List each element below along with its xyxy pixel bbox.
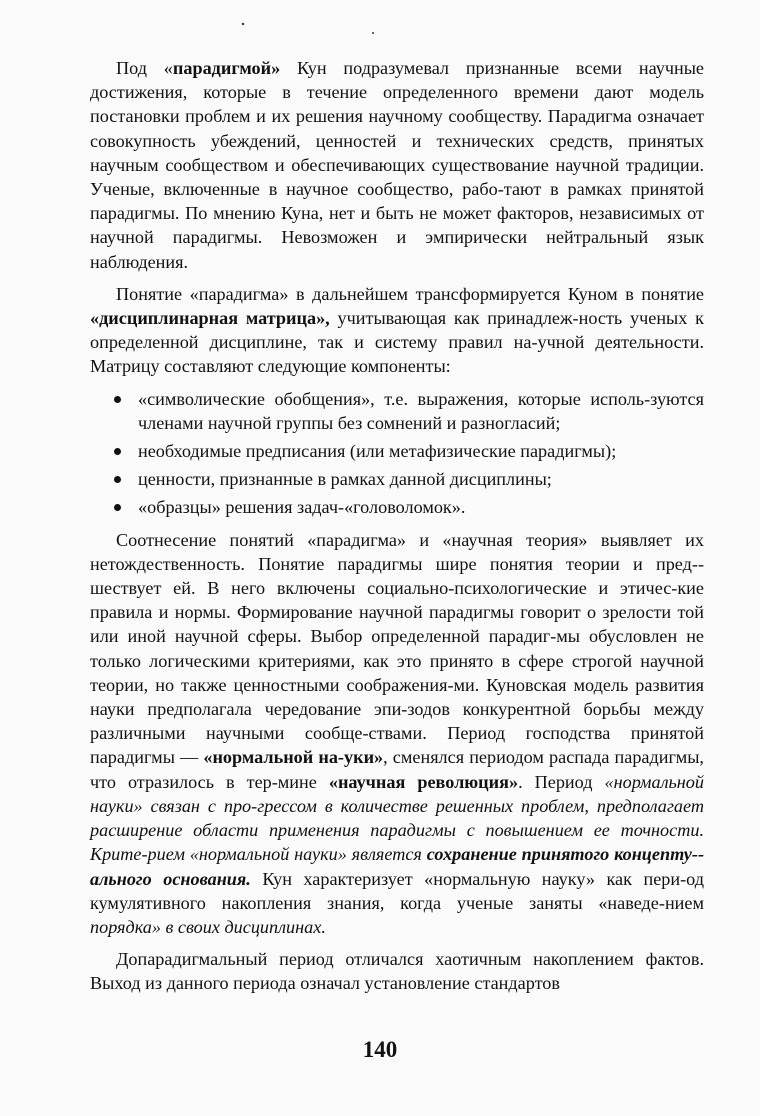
paragraph-paradigm-definition: Под «парадигмой» Кун подразумевал признанные всеми научные достижения, которые в течение определенного времени дают модель постановки проблем и их решения научному сообществу. Парадигма означает совокупность убеждений, ценностей и технических средств, принятых научным сообществом и обеспечивающих существование научной традиции. Ученые, включенные в научное сообщество, рабо-тают в рамках принятой парадигмы. По мнению Куна, нет и быть не может факторов, независимых от научной парадигмы. Невозможен и эмпирически нейтральный язык наблюдения. [90,58,704,272]
italic-order-passage: порядка» в своих дисциплинах. [90,916,326,937]
term-disciplinary-matrix: «дисциплинарная матрица», [90,308,330,329]
scan-specks [0,0,760,40]
list-item: «образцы» решения задач-«головоломок». [90,495,704,519]
term-paradigm: парадигмой» [172,58,281,78]
list-item: «символические обобщения», т.е. выражения, которые исполь-зуются членами научной группы без сомнений и разногласий; [90,387,704,435]
scan-speck [242,23,244,25]
term-conceptual-basis: сохранение принятого концепту-ального основания. [90,844,704,889]
page-number: 140 [362,1037,398,1062]
paragraph-disciplinary-matrix: Понятие «парадигма» в дальнейшем трансформируется Куном в понятие «дисциплинарная матрица», учитывающая как принадлеж-ность ученых к определенной дисциплине, так и систему правил на-учной деятельности. Матрицу составляют следующие компоненты: [90,283,705,377]
paragraph-preparadigmatic: Допарадигмальный период отличался хаотичным накоплением фактов. Выход из данного периода означал установление стандартов [90,949,704,994]
term-scientific-revolution: «научная революция» [328,771,519,792]
matrix-components-list [90,387,704,520]
body-text [90,56,704,996]
list-item: ценности, признанные в рамках данной дисциплины; [90,467,704,491]
italic-normal-science-passage: «нормальной науки» связан с про-грессом в количестве решенных проблем, предполагает расширение области применения парадигмы с повышением ее точности. Крите-рием «нормальной науки» является [90,771,704,865]
list-item: необходимые предписания (или метафизические парадигмы); [90,439,704,463]
paragraph-paradigm-vs-theory: Соотнесение понятий «парадигма» и «научная теория» выявляет их нетождественность. Понятие парадигмы шире понятия теории и пред-шествует ей. В него включены социально-психологические и этичес-кие правила и нормы. Формирование научной парадигмы говорит о зрелости той или иной научной сферы. Выбор определенной парадиг-мы обусловлен не только логическими критериями, как это принято в сфере строгой научной теории, но также ценностными соображения-ми. Куновская модель развития науки предполагала чередование эпи-зодов конкурентной борьбы между различными научными сообще-ствами. Период господства принятой парадигмы — «нормальной на-уки», сменялся периодом распада парадигмы, что отразилось в тер-мине «научная революция». Период «нормальной науки» связан с про-грессом в количестве решенных проблем, предполагает расширение области применения парадигмы с повышением ее точности. Крите-рием «нормальной науки» является сохранение принятого концепту-ального основания. Кун характеризует «нормальную науку» как пери-од кумулятивного накопления знания, когда ученые заняты «наведе-нием порядка» в своих дисциплинах. [90,529,704,937]
term-normal-science: «нормальной на-уки» [203,747,384,768]
scan-speck [372,32,374,34]
